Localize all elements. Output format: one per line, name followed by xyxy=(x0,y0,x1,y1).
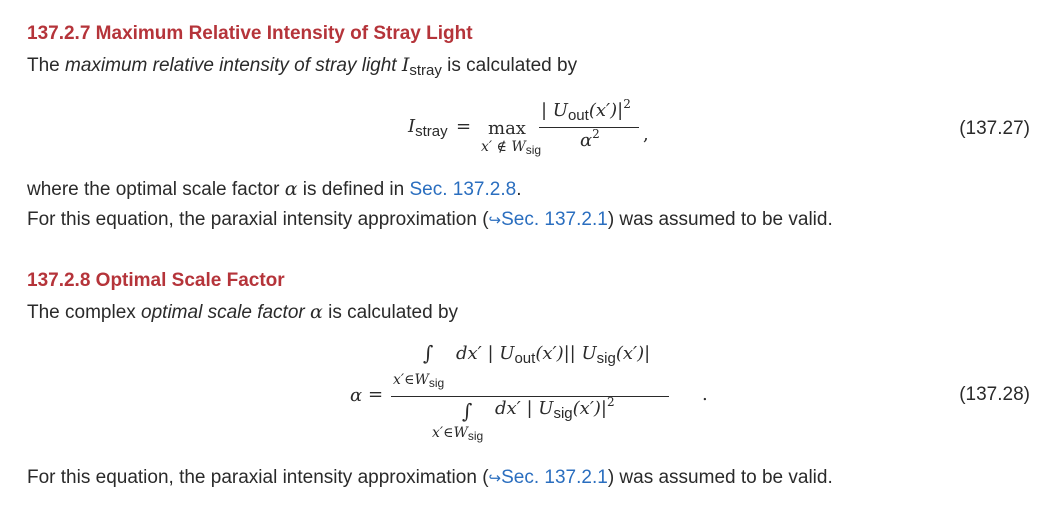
eq2-num-integral-domain: x′∈Wsig xyxy=(393,372,445,390)
cross-reference-arrow-icon: ↪ xyxy=(488,212,502,229)
link-sec-137-2-1[interactable]: Sec. 137.2.1 xyxy=(501,467,608,488)
intro-text-pre: The xyxy=(27,55,66,76)
eq2-denominator: dx′ | $U_{sig}(x')|^2$ xyxy=(495,395,615,422)
eq1-fraction-bar xyxy=(539,127,639,128)
eq1-equals: = xyxy=(456,116,472,137)
eq1-denominator: $\alpha^2$ xyxy=(580,127,600,151)
cross-reference-arrow-icon: ↪ xyxy=(488,470,502,487)
eq1-max-subscript: x′ ∉ Wsig xyxy=(481,139,542,157)
section-heading-optimal-scale: 137.2.8 Optimal Scale Factor xyxy=(27,270,285,291)
eq2-period: . xyxy=(702,384,708,405)
eq1-comma: , xyxy=(643,124,649,145)
alpha-symbol: α xyxy=(284,178,298,200)
eq2-num-integral-sign: ∫ xyxy=(423,341,434,365)
validity-note-2: For this equation, the paraxial intensity approximation (↪Sec. 137.2.1) was assumed to be valid. xyxy=(27,467,833,488)
eq2-den-integral-domain: x′∈Wsig xyxy=(432,425,484,443)
intro-term: optimal scale factor xyxy=(141,302,305,323)
optimal-scale-intro: The complex optimal scale factor α is calculated by xyxy=(27,301,459,323)
intro-text-post: is calculated by xyxy=(441,55,578,76)
link-sec-137-2-1[interactable]: Sec. 137.2.1 xyxy=(501,209,608,230)
eq1-lhs: $I_{stray}$ xyxy=(408,116,448,140)
optimal-scale-reference: where the optimal scale factor α is defined in Sec. 137.2.8. xyxy=(27,178,522,200)
eq-number-137-27: (137.27) xyxy=(959,118,1030,139)
link-sec-137-2-8[interactable]: Sec. 137.2.8 xyxy=(409,179,517,200)
alpha-symbol: α xyxy=(310,301,323,323)
eq2-equals: = xyxy=(368,384,384,405)
eq2-fraction-bar xyxy=(391,396,669,397)
istray-symbol: $I_{stray}$ xyxy=(401,54,442,79)
eq2-den-integral-sign: ∫ xyxy=(462,399,473,423)
eq1-max-operator: max xyxy=(488,118,526,139)
section-heading-stray-light: 137.2.7 Maximum Relative Intensity of Stray Light xyxy=(27,23,473,44)
eq2-lhs: α xyxy=(350,385,363,406)
validity-note-1: For this equation, the paraxial intensity approximation (↪Sec. 137.2.1) was assumed to be valid. xyxy=(27,209,833,230)
intro-term: maximum relative intensity of stray light xyxy=(65,55,397,76)
stray-light-intro xyxy=(27,54,577,77)
eq-number-137-28: (137.28) xyxy=(959,384,1030,405)
eq1-numerator: | $U_{out}(x')|^2$ xyxy=(541,97,631,124)
eq2-numerator: dx′ | $U_{out}(x')||$ $U_{sig}(x')|$ xyxy=(456,343,651,367)
